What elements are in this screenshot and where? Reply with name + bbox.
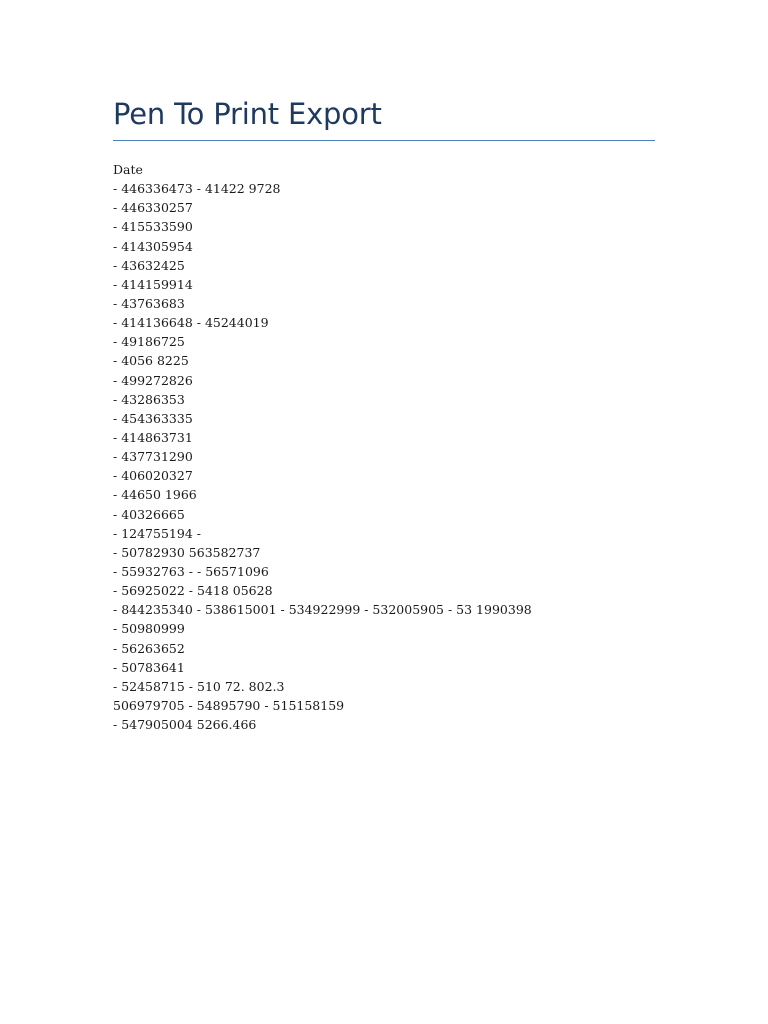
document-title: Pen To Print Export xyxy=(113,97,382,131)
text-line: - 844235340 - 538615001 - 534922999 - 532005905 - 53 1990398 xyxy=(113,602,532,618)
text-line: - 414159914 xyxy=(113,276,193,292)
text-line: - 446330257 xyxy=(113,200,193,216)
text-line: - 547905004 5266.466 xyxy=(113,717,257,733)
text-line: - 406020327 xyxy=(113,468,193,484)
document-page xyxy=(113,96,655,734)
text-line: - 43286353 xyxy=(113,391,185,407)
text-line: - 56925022 - 5418 05628 xyxy=(113,583,273,599)
text-line: - 454363335 xyxy=(113,410,193,426)
text-line: - 43632425 xyxy=(113,257,185,273)
text-line: - 50783641 xyxy=(113,659,185,675)
text-line: - 56263652 xyxy=(113,640,185,656)
text-line: - 50782930 563582737 xyxy=(113,544,261,560)
text-line: - 437731290 xyxy=(113,449,193,465)
text-line: - 43763683 xyxy=(113,295,185,311)
text-line: - 124755194 - xyxy=(113,525,201,541)
text-line: - 44650 1966 xyxy=(113,487,197,503)
text-line: - 499272826 xyxy=(113,372,193,388)
text-line: - 52458715 - 510 72. 802.3 xyxy=(113,678,285,694)
text-line: 506979705 - 54895790 - 515158159 xyxy=(113,697,345,713)
title-divider xyxy=(113,140,655,141)
text-line: - 414863731 xyxy=(113,429,193,445)
text-line: - 4056 8225 xyxy=(113,353,189,369)
text-line: - 414305954 xyxy=(113,238,193,254)
text-line: - 414136648 - 45244019 xyxy=(113,315,269,331)
text-line: - 49186725 xyxy=(113,334,185,350)
text-line: Date xyxy=(113,162,143,177)
document-body xyxy=(113,160,655,734)
text-line: - 55932763 - - 56571096 xyxy=(113,563,269,579)
text-line: - 415533590 xyxy=(113,219,193,235)
text-line: - 446336473 - 41422 9728 xyxy=(113,181,281,197)
text-line: - 40326665 xyxy=(113,506,185,522)
text-line: - 50980999 xyxy=(113,621,185,637)
